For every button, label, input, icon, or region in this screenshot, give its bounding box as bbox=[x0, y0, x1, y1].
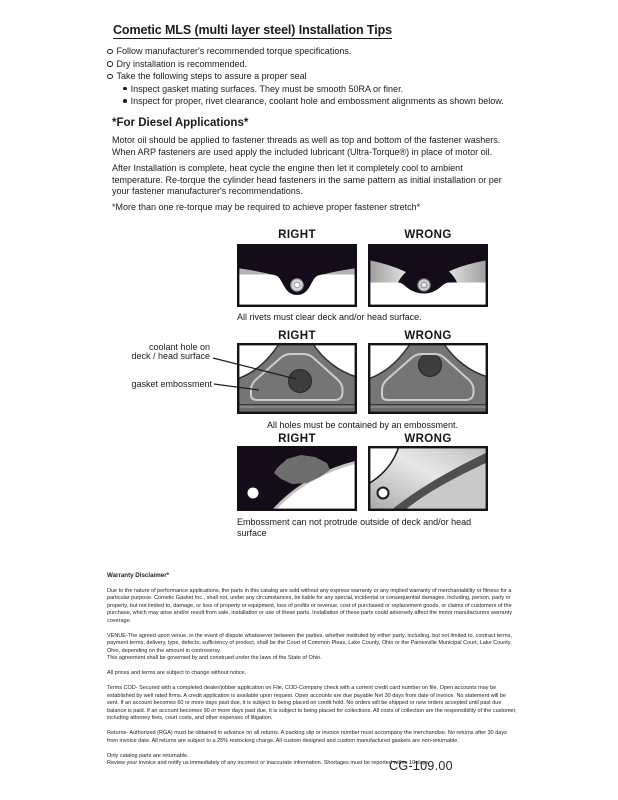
hole-right-figure bbox=[237, 343, 357, 414]
intro-bullet bbox=[107, 70, 527, 83]
wrong-label: WRONG bbox=[404, 433, 452, 445]
wrong-label: WRONG bbox=[404, 330, 452, 342]
coolant-hole-label-line2: deck / head surface bbox=[131, 351, 210, 362]
hole-wrong-figure bbox=[368, 343, 488, 414]
warranty-disclaimer-heading: Warranty Disclaimer* bbox=[107, 572, 170, 579]
open-bullet-icon bbox=[107, 49, 113, 55]
embossment-right-figure bbox=[237, 446, 357, 511]
disclaimer-paragraph-terms: Terms COD- Secured with a completed dealer/jobber application on File, COD-Company check with a current credit card number on file. Open accounts may be established by well rated firms. A credit application is available upon request. Open accounts are due payable Net 30 days from date of invoice. No statement will be sent. If an account becomes 60 or more days past due, it is subject to being placed on credit hold. No orders will be shipped or new orders accepted until past due balance is paid. If an account becomes 90 or more days past due, it is subject to being placed for collections. All costs of collection are the responsibility of the customer, including attorney fees, court costs, and other expenses of litigation. bbox=[107, 685, 517, 721]
seal-step-text: Inspect gasket mating surfaces. They must be smooth 50RA or finer. bbox=[130, 83, 404, 94]
intro-bullet-text: Follow manufacturer's recommended torque specifications. bbox=[116, 46, 352, 56]
seal-step bbox=[123, 83, 527, 96]
solid-bullet-icon bbox=[123, 87, 127, 91]
page-title-text: Cometic MLS (multi layer steel) Installation Tips bbox=[113, 23, 392, 37]
disclaimer-paragraph-venue: VENUE-The agreed upon venue, in the event of dispute whatsoever between the parties, whether instituted by either party, including, but not limited to, contract terms, payment terms, delivery, type, defects, sufficiency of product, shall be the Court of Common Pleas, Lake County, Ohio or the Painesville Municipal Court, Lake County, Ohio, depending on the amount in controversy. bbox=[107, 632, 512, 654]
warranty-disclaimer bbox=[107, 572, 519, 768]
diesel-paragraph-2: After Installation is complete, heat cycle the engine then let it completely cool to ambient temperature. Re-torque the cylinder head fasteners in the same pattern as initial installation or per your fastener manufacturer's recommendations. bbox=[112, 163, 502, 196]
right-label: RIGHT bbox=[278, 433, 316, 445]
coolant-hole-label bbox=[100, 343, 210, 362]
seal-step-text: Inspect for proper, rivet clearance, coolant hole and embossment alignments as shown below. bbox=[130, 96, 504, 107]
disclaimer-paragraph-warranty: Due to the nature of performance applications, the parts in this catalog are sold without any express warranty or any implied warranty of merchantability or fitness for a particular purpose. Cometic Gasket Inc., shall not, under any circumstances, be liable for any special, incidental or consequential damages, including, person, party or property, but not limited to, damage, or loss of property or equipment, loss of profits or revenue, cost of purchased or replacement goods, or claims of customers of the purchase, which may arise and/or result from sale, installation or use of these parts. Installation of these parts could adversely affect the motor manufacturers warranty coverage. bbox=[107, 587, 512, 624]
wrong-label: WRONG bbox=[404, 229, 452, 241]
rivet-right-figure bbox=[237, 244, 357, 307]
embossment-wrong-figure bbox=[368, 446, 488, 511]
right-label: RIGHT bbox=[278, 229, 316, 241]
solid-bullet-icon bbox=[123, 99, 127, 103]
intro-bullet-text: Dry installation is recommended. bbox=[116, 58, 248, 69]
open-bullet-icon bbox=[107, 61, 113, 67]
coolant-hole-label-line1: coolant hole on bbox=[148, 342, 210, 352]
intro-bullet bbox=[107, 58, 527, 71]
rivet-wrong-figure bbox=[368, 244, 488, 307]
disclaimer-paragraph-governing-law: This agreement shall be governed by and construed under the laws of the State of Ohio. bbox=[107, 655, 322, 661]
open-bullet-icon bbox=[107, 74, 113, 80]
figure1-caption: All rivets must clear deck and/or head surface. bbox=[237, 312, 422, 322]
page-title bbox=[113, 23, 392, 39]
intro-bullet-text: Take the following steps to assure a proper seal bbox=[116, 71, 307, 82]
intro-bullet bbox=[107, 45, 527, 58]
disclaimer-paragraph-catalog-parts: Only catalog parts are returnable. bbox=[107, 752, 189, 759]
disclaimer-paragraph-prices: All prices and terms are subject to change without notice. bbox=[107, 670, 247, 676]
retorque-note: *More than one re-torque may be required to achieve proper fastener stretch* bbox=[112, 202, 421, 212]
right-label: RIGHT bbox=[278, 330, 316, 342]
figure2-caption: All holes must be contained by an embossment. bbox=[266, 420, 459, 430]
gasket-embossment-label: gasket embossment bbox=[131, 379, 212, 389]
diesel-paragraph-1: Motor oil should be applied to fastener threads as well as top and bottom of the fastener washers. When ARP fasteners are used apply the included lubricant (Ultra-Torque®) in place of motor oil. bbox=[112, 135, 501, 157]
diesel-heading: *For Diesel Applications* bbox=[112, 117, 249, 129]
intro-bullet-list bbox=[107, 45, 527, 108]
disclaimer-paragraph-review-invoice: Review your invoice and notify us immediately of any incorrect or inaccurate information. Shortages must be reported within 10 days. bbox=[107, 760, 430, 766]
page-code: CG-109.00 bbox=[389, 759, 453, 773]
seal-step bbox=[123, 95, 527, 108]
figure3-caption: Embossment can not protrude outside of deck and/or head surface bbox=[237, 517, 472, 538]
disclaimer-paragraph-returns: Returns- Authorized (RGA) must be obtained in advance on all returns. A packing slip or invoice number must accompany the merchandise. No returns after 30 days from invoice date. All returns are subject to a 25% restocking charge. All custom designed and custom manufactured gaskets are non-returnable. bbox=[107, 730, 507, 744]
